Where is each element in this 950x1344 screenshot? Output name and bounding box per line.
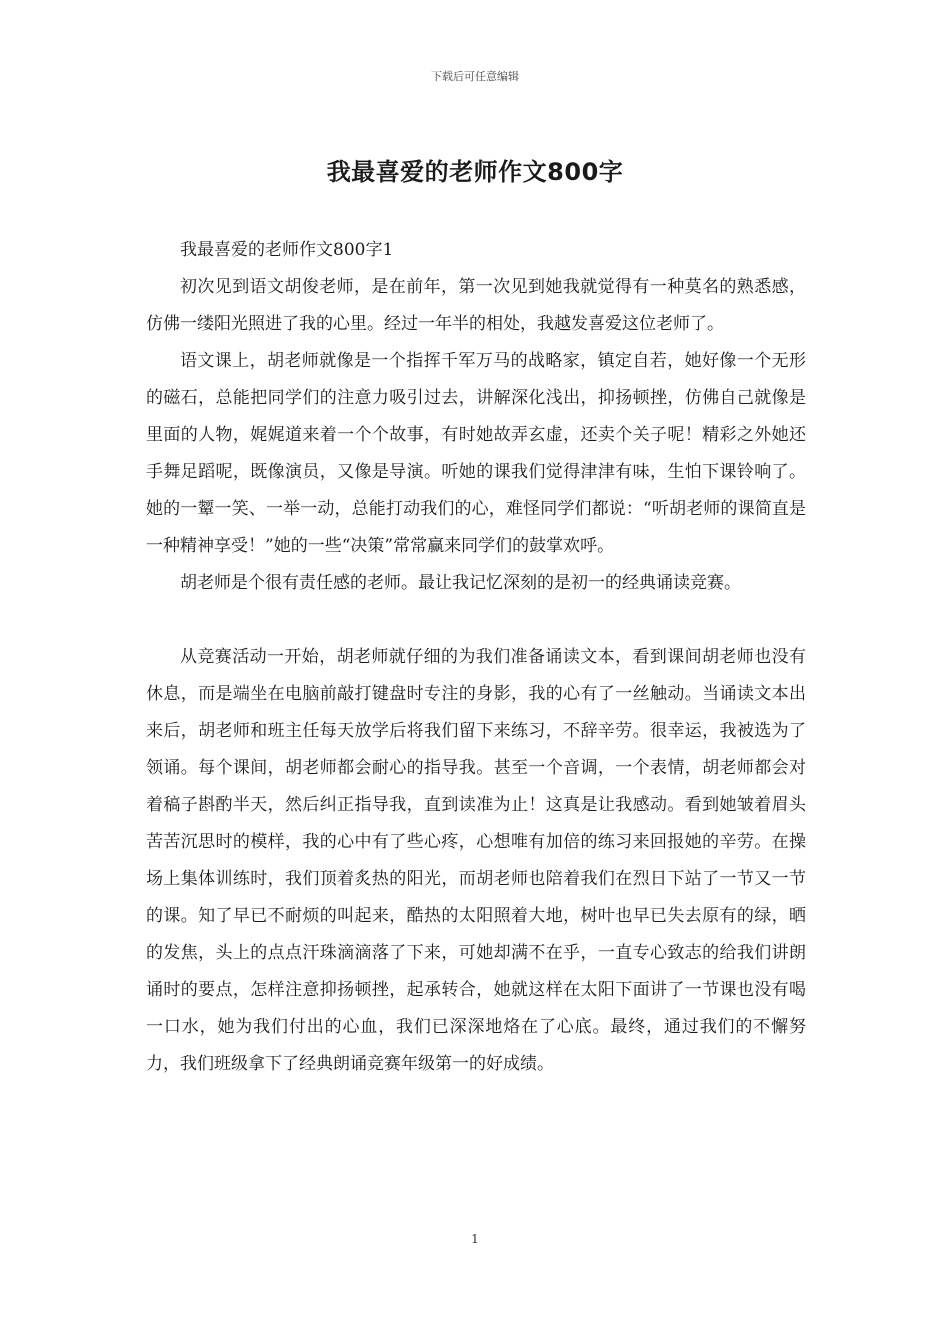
paragraph-3: 胡老师是个很有责任感的老师。最让我记忆深刻的是初一的经典诵读竞赛。 — [180, 573, 741, 593]
document-title: 我最喜爱的老师作文800字 — [326, 158, 624, 186]
paragraph-1: 初次见到语文胡俊老师，是在前年，第一次见到她我就觉得有一种莫名的熟悉感，仿佛一缕阳光照进了我的心里。经过一年半的相处，我越发喜爱这位老师了。 — [146, 277, 806, 334]
paragraph-2: 语文课上，胡老师就像是一个指挥千军万马的战略家，镇定自若，她好像一个无形的磁石，总能把同学们的注意力吸引过去，讲解深化浅出，抑扬顿挫，仿佛自己就像是里面的人物，娓娓道来着一个个故事，有时她故弄玄虚，还卖个关子呢！精彩之外她还手舞足蹈呢，既像演员，又像是导演。听她的课我们觉得津津有味，生怕下课铃响了。她的一颦一笑、一举一动，总能打动我们的心，难怪同学们都说：“听胡老师的课简直是一种精神享受！”她的一些“决策”常常赢来同学们的鼓掌欢呼。 — [146, 351, 806, 556]
page-header: 下载后可任意编辑 — [431, 70, 519, 83]
page-number: 1 — [471, 1232, 479, 1246]
document-body — [146, 232, 806, 1083]
paragraph-4: 从竞赛活动一开始，胡老师就仔细的为我们准备诵读文本，看到课间胡老师也没有休息，而是端坐在电脑前敲打键盘时专注的身影，我的心有了一丝触动。当诵读文本出来后，胡老师和班主任每天放学后将我们留下来练习，不辞辛劳。很幸运，我被选为了领诵。每个课间，胡老师都会耐心的指导我。甚至一个音调，一个表情，胡老师都会对着稿子斟酌半天，然后纠正指导我，直到读准为止！这真是让我感动。看到她皱着眉头苦苦沉思时的模样，我的心中有了些心疼，心想唯有加倍的练习来回报她的辛劳。在操场上集体训练时，我们顶着炙热的阳光，而胡老师也陪着我们在烈日下站了一节又一节的课。知了早已不耐烦的叫起来，酷热的太阳照着大地，树叶也早已失去原有的绿，晒的发焦，头上的点点汗珠滴滴落了下来，可她却满不在乎，一直专心致志的给我们讲朗诵时的要点，怎样注意抑扬顿挫，起承转合，她就这样在太阳下面讲了一节课也没有喝一口水，她为我们付出的心血，我们已深深地烙在了心底。最终，通过我们的不懈努力，我们班级拿下了经典朗诵竞赛年级第一的好成绩。 — [146, 647, 806, 1074]
section-subheading: 我最喜爱的老师作文800字1 — [180, 240, 394, 260]
